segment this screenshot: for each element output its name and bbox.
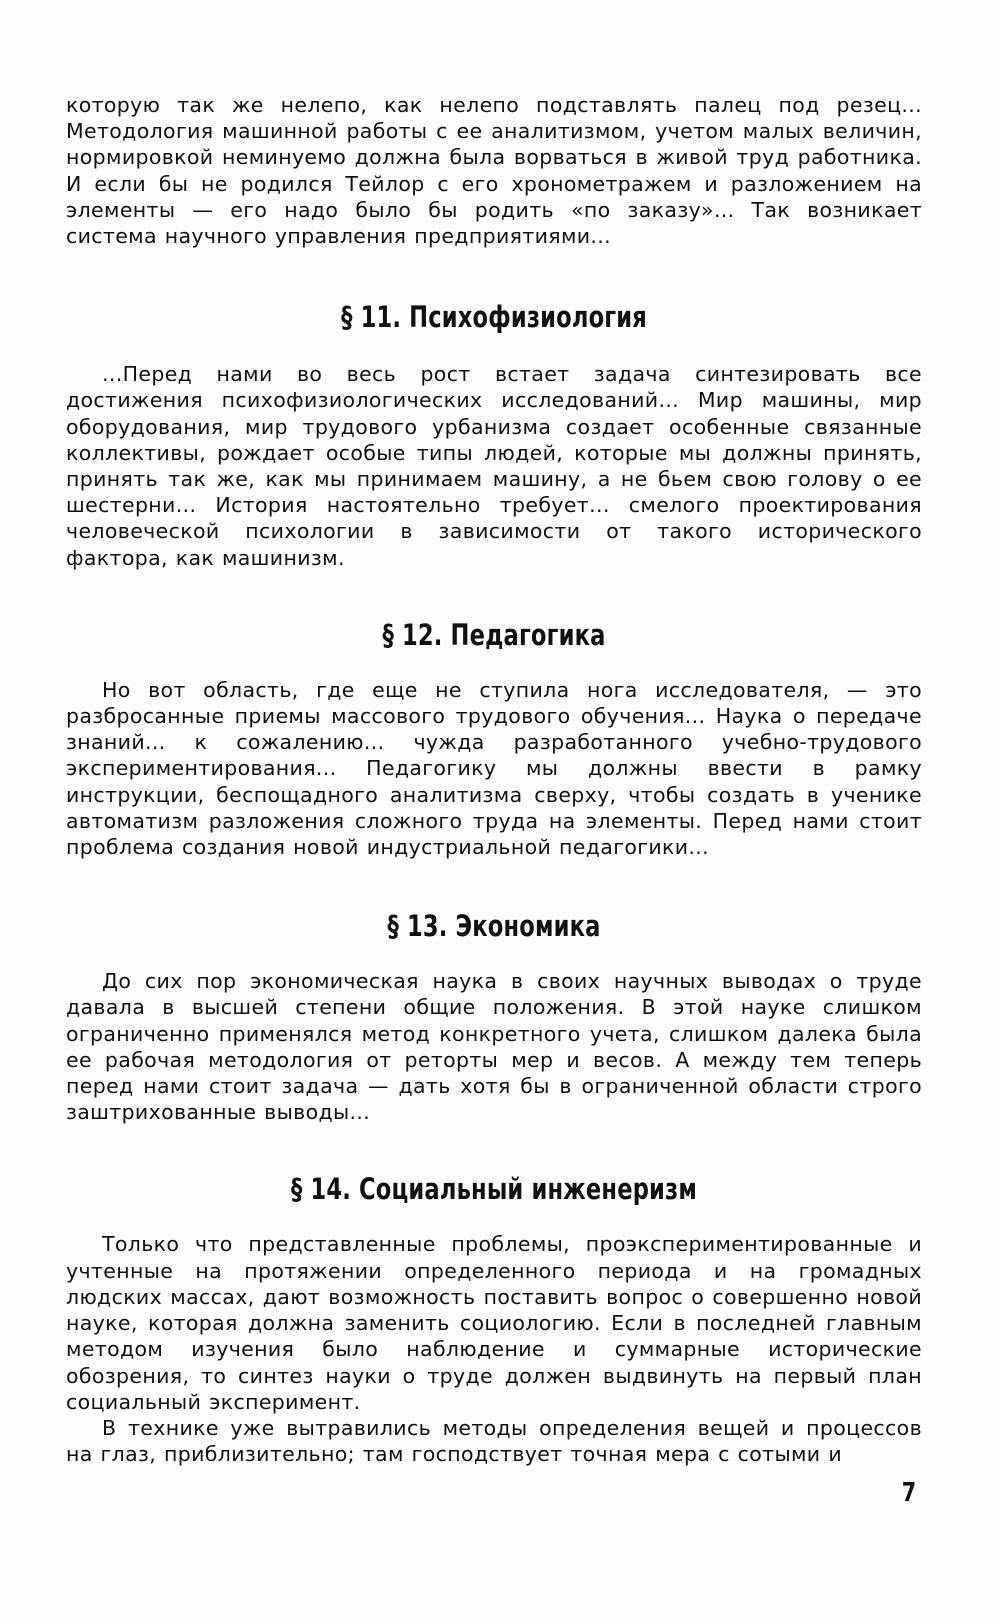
section-heading-economics: § 13. Экономика (387, 909, 601, 944)
page-content (66, 92, 922, 1467)
section-paragraph: В технике уже вытравились методы определения вещей и процессов на глаз, приблизительно; там господствует точная мера с сотыми и (66, 1415, 922, 1467)
intro-paragraph: которую так же нелепо, как нелепо подставлять палец под резец... Методология машинной работы с ее аналитизмом, учетом малых величин, нормировкой неминуемо должна была ворваться в живой труд работника. И если бы не родился Тейлор с его хронометражем и разложением на элементы — его надо было бы родить «по заказу»... Так возникает система научного управления предприятиями... (66, 93, 922, 249)
section-paragraph: ...Перед нами во весь рост встает задача синтезировать все достижения психофизиологических исследований... Мир машины, мир оборудования, мир трудового урбанизма создает особенные связанные коллективы, рождает особые типы людей, которые мы должны принять, принять так же, как мы принимаем машину, а не бьем свою голову о ее шестерни... История настоятельно требует... смелого проектирования человеческой психологии в зависимости от такого исторического фактора, как машинизм. (66, 362, 922, 570)
section-heading-pedagogy: § 12. Педагогика (382, 617, 606, 652)
section-paragraph: Но вот область, где еще не ступила нога исследователя, — это разбросанные приемы массового трудового обучения... Наука о передаче знаний... к сожалению... чужда разработанного учебно-трудового экспериментирования... Педагогику мы должны ввести в рамку инструкции, беспощадного аналитизма сверху, чтобы создать в ученике автоматизм разложения сложного труда на элементы. Перед нами стоит проблема создания новой индустриальной педагогики... (66, 677, 922, 860)
section-heading-psychophysiology: § 11. Психофизиология (341, 300, 647, 335)
section-paragraph: Только что представленные проблемы, проэкспериментированные и учтенные на протяжении определенного периода и на громадных людских массах, дают возможность поставить вопрос о совершенно новой науке, которая должна заменить социологию. Если в последней главным методом изучения было наблюдение и суммарные исторические обозрения, то синтез науки о труде должен выдвинуть на первый план социальный эксперимент. (66, 1232, 922, 1414)
section-heading-social-engineering: § 14. Социальный инженеризм (290, 1172, 698, 1207)
page-number: 7 (901, 1478, 917, 1508)
section-paragraph: До сих пор экономическая наука в своих научных выводах о труде давала в высшей степени общие положения. В этой науке слишком ограниченно применялся метод конкретного учета, слишком далека была ее рабочая методология от реторты мер и весов. А между тем теперь перед нами стоит задача — дать хотя бы в ограниченной области строго заштрихованные выводы... (66, 969, 922, 1125)
